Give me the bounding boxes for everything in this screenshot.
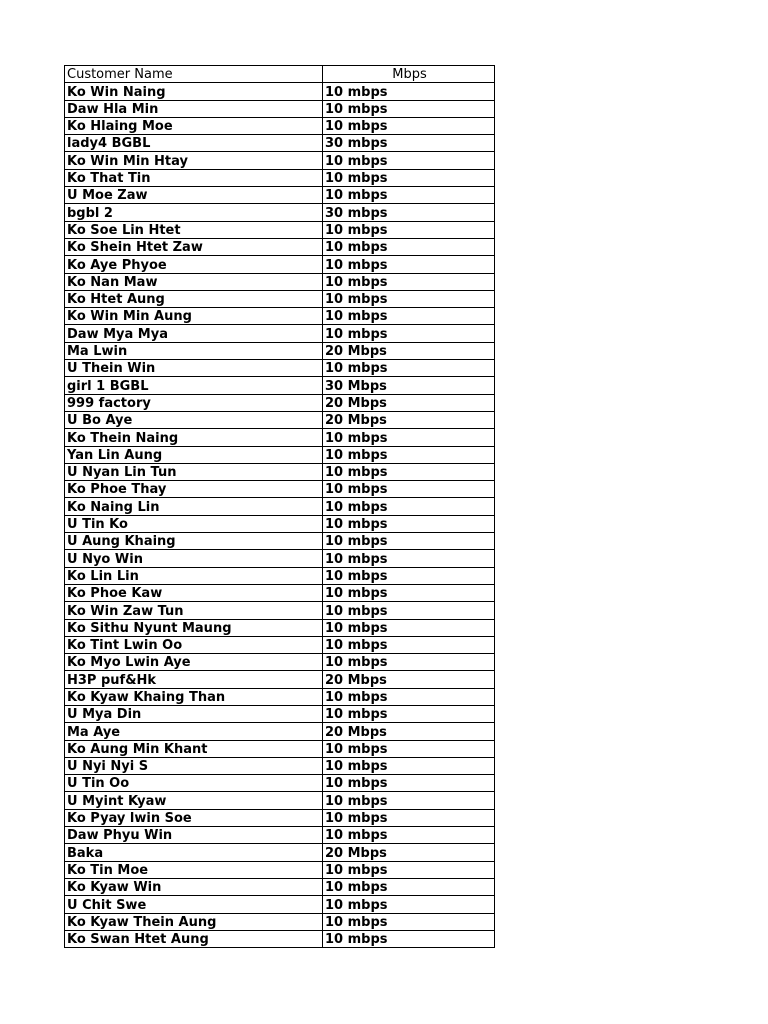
customer-name-cell: U Myint Kyaw [65,792,323,809]
table-row [65,775,495,792]
speed-cell: 30 mbps [323,135,495,152]
table-row [65,446,495,463]
speed-cell: 10 mbps [323,187,495,204]
table-row [65,308,495,325]
speed-cell: 10 mbps [323,83,495,100]
speed-cell: 10 mbps [323,429,495,446]
speed-cell: 10 mbps [323,498,495,515]
speed-cell: 10 mbps [323,775,495,792]
speed-cell: 10 mbps [323,757,495,774]
table-row [65,757,495,774]
customer-name-cell: U Chit Swe [65,896,323,913]
customer-name-cell: Ko Phoe Kaw [65,584,323,601]
speed-cell: 20 Mbps [323,342,495,359]
table-row [65,290,495,307]
customer-name-cell: Ko Phoe Thay [65,481,323,498]
header-customer-name: Customer Name [65,66,323,83]
customer-name-cell: Ko Win Min Htay [65,152,323,169]
table-row [65,827,495,844]
speed-cell: 10 mbps [323,913,495,930]
speed-cell: 20 Mbps [323,844,495,861]
table-row [65,117,495,134]
table-body [65,83,495,948]
speed-cell: 20 Mbps [323,411,495,428]
speed-cell: 10 mbps [323,169,495,186]
table-row [65,619,495,636]
customer-name-cell: Ko Nan Maw [65,273,323,290]
speed-cell: 10 mbps [323,273,495,290]
speed-cell: 10 mbps [323,636,495,653]
speed-cell: 10 mbps [323,515,495,532]
table-row [65,481,495,498]
customer-name-cell: U Nyan Lin Tun [65,463,323,480]
speed-cell: 10 mbps [323,792,495,809]
customer-name-cell: Ko Myo Lwin Aye [65,654,323,671]
table-row [65,636,495,653]
customer-name-cell: girl 1 BGBL [65,377,323,394]
table-row [65,256,495,273]
table-row [65,100,495,117]
customer-name-cell: U Nyi Nyi S [65,757,323,774]
customer-name-cell: Ko Kyaw Thein Aung [65,913,323,930]
table-row [65,550,495,567]
customer-name-cell: Baka [65,844,323,861]
header-mbps: Mbps [323,66,495,83]
customer-name-cell: Ko Tint Lwin Oo [65,636,323,653]
table-row [65,740,495,757]
table-row [65,861,495,878]
customer-name-cell: U Mya Din [65,705,323,722]
speed-cell: 10 mbps [323,896,495,913]
header-row [65,66,495,83]
customer-name-cell: U Nyo Win [65,550,323,567]
customer-name-cell: Ko Naing Lin [65,498,323,515]
table-row [65,584,495,601]
table-row [65,429,495,446]
speed-cell: 10 mbps [323,360,495,377]
table-row [65,809,495,826]
speed-cell: 10 mbps [323,584,495,601]
speed-cell: 10 mbps [323,221,495,238]
customer-name-cell: Daw Hla Min [65,100,323,117]
customer-name-cell: U Aung Khaing [65,533,323,550]
speed-cell: 10 mbps [323,152,495,169]
speed-cell: 10 mbps [323,100,495,117]
customer-name-cell: U Tin Ko [65,515,323,532]
speed-cell: 10 mbps [323,308,495,325]
customer-name-cell: lady4 BGBL [65,135,323,152]
speed-cell: 10 mbps [323,861,495,878]
customer-name-cell: Ko That Tin [65,169,323,186]
speed-cell: 10 mbps [323,117,495,134]
speed-cell: 10 mbps [323,446,495,463]
speed-cell: 20 Mbps [323,723,495,740]
table-row [65,169,495,186]
speed-cell: 10 mbps [323,325,495,342]
table-row [65,723,495,740]
table-row [65,498,495,515]
table-row [65,83,495,100]
speed-cell: 10 mbps [323,740,495,757]
customer-name-cell: U Thein Win [65,360,323,377]
speed-cell: 10 mbps [323,827,495,844]
speed-cell: 10 mbps [323,533,495,550]
customer-name-cell: 999 factory [65,394,323,411]
customer-name-cell: Yan Lin Aung [65,446,323,463]
customer-name-cell: Ko Win Naing [65,83,323,100]
table-row [65,135,495,152]
customer-speed-table [64,65,495,948]
speed-cell: 10 mbps [323,930,495,947]
table-row [65,394,495,411]
table-row [65,238,495,255]
customer-name-cell: Ko Kyaw Khaing Than [65,688,323,705]
speed-cell: 10 mbps [323,567,495,584]
table-row [65,654,495,671]
speed-cell: 10 mbps [323,550,495,567]
customer-name-cell: Daw Mya Mya [65,325,323,342]
customer-name-cell: Ko Shein Htet Zaw [65,238,323,255]
table-row [65,688,495,705]
speed-cell: 10 mbps [323,705,495,722]
speed-cell: 10 mbps [323,238,495,255]
table-row [65,533,495,550]
table-row [65,221,495,238]
speed-cell: 20 Mbps [323,394,495,411]
table-row [65,705,495,722]
table-row [65,896,495,913]
customer-name-cell: bgbl 2 [65,204,323,221]
customer-name-cell: Ko Sithu Nyunt Maung [65,619,323,636]
customer-name-cell: Ko Aung Min Khant [65,740,323,757]
customer-name-cell: Ko Tin Moe [65,861,323,878]
table-row [65,152,495,169]
table-row [65,325,495,342]
customer-name-cell: Ma Aye [65,723,323,740]
speed-cell: 10 mbps [323,688,495,705]
speed-cell: 10 mbps [323,619,495,636]
speed-cell: 10 mbps [323,809,495,826]
speed-cell: 10 mbps [323,654,495,671]
speed-cell: 20 Mbps [323,671,495,688]
speed-cell: 10 mbps [323,290,495,307]
customer-name-cell: Ko Hlaing Moe [65,117,323,134]
speed-cell: 10 mbps [323,878,495,895]
table-row [65,342,495,359]
speed-cell: 10 mbps [323,481,495,498]
speed-cell: 30 Mbps [323,377,495,394]
table-row [65,913,495,930]
customer-name-cell: Ko Pyay lwin Soe [65,809,323,826]
table-row [65,844,495,861]
speed-cell: 30 mbps [323,204,495,221]
table-row [65,792,495,809]
customer-name-cell: Ko Swan Htet Aung [65,930,323,947]
customer-name-cell: Ko Soe Lin Htet [65,221,323,238]
table-row [65,463,495,480]
table-row [65,878,495,895]
table-row [65,602,495,619]
table-row [65,204,495,221]
table-row [65,360,495,377]
table-row [65,273,495,290]
customer-name-cell: Ko Thein Naing [65,429,323,446]
speed-cell: 10 mbps [323,463,495,480]
customer-name-cell: U Bo Aye [65,411,323,428]
customer-name-cell: U Moe Zaw [65,187,323,204]
table-row [65,567,495,584]
table-row [65,515,495,532]
customer-name-cell: Ko Win Min Aung [65,308,323,325]
customer-name-cell: Daw Phyu Win [65,827,323,844]
customer-name-cell: U Tin Oo [65,775,323,792]
table-row [65,671,495,688]
table-row [65,377,495,394]
customer-name-cell: Ko Aye Phyoe [65,256,323,273]
table-row [65,187,495,204]
table-row [65,930,495,947]
speed-cell: 10 mbps [323,256,495,273]
customer-name-cell: Ko Lin Lin [65,567,323,584]
customer-name-cell: Ma Lwin [65,342,323,359]
customer-name-cell: Ko Htet Aung [65,290,323,307]
customer-name-cell: Ko Win Zaw Tun [65,602,323,619]
table-row [65,411,495,428]
customer-name-cell: Ko Kyaw Win [65,878,323,895]
speed-cell: 10 mbps [323,602,495,619]
customer-name-cell: H3P puf&Hk [65,671,323,688]
